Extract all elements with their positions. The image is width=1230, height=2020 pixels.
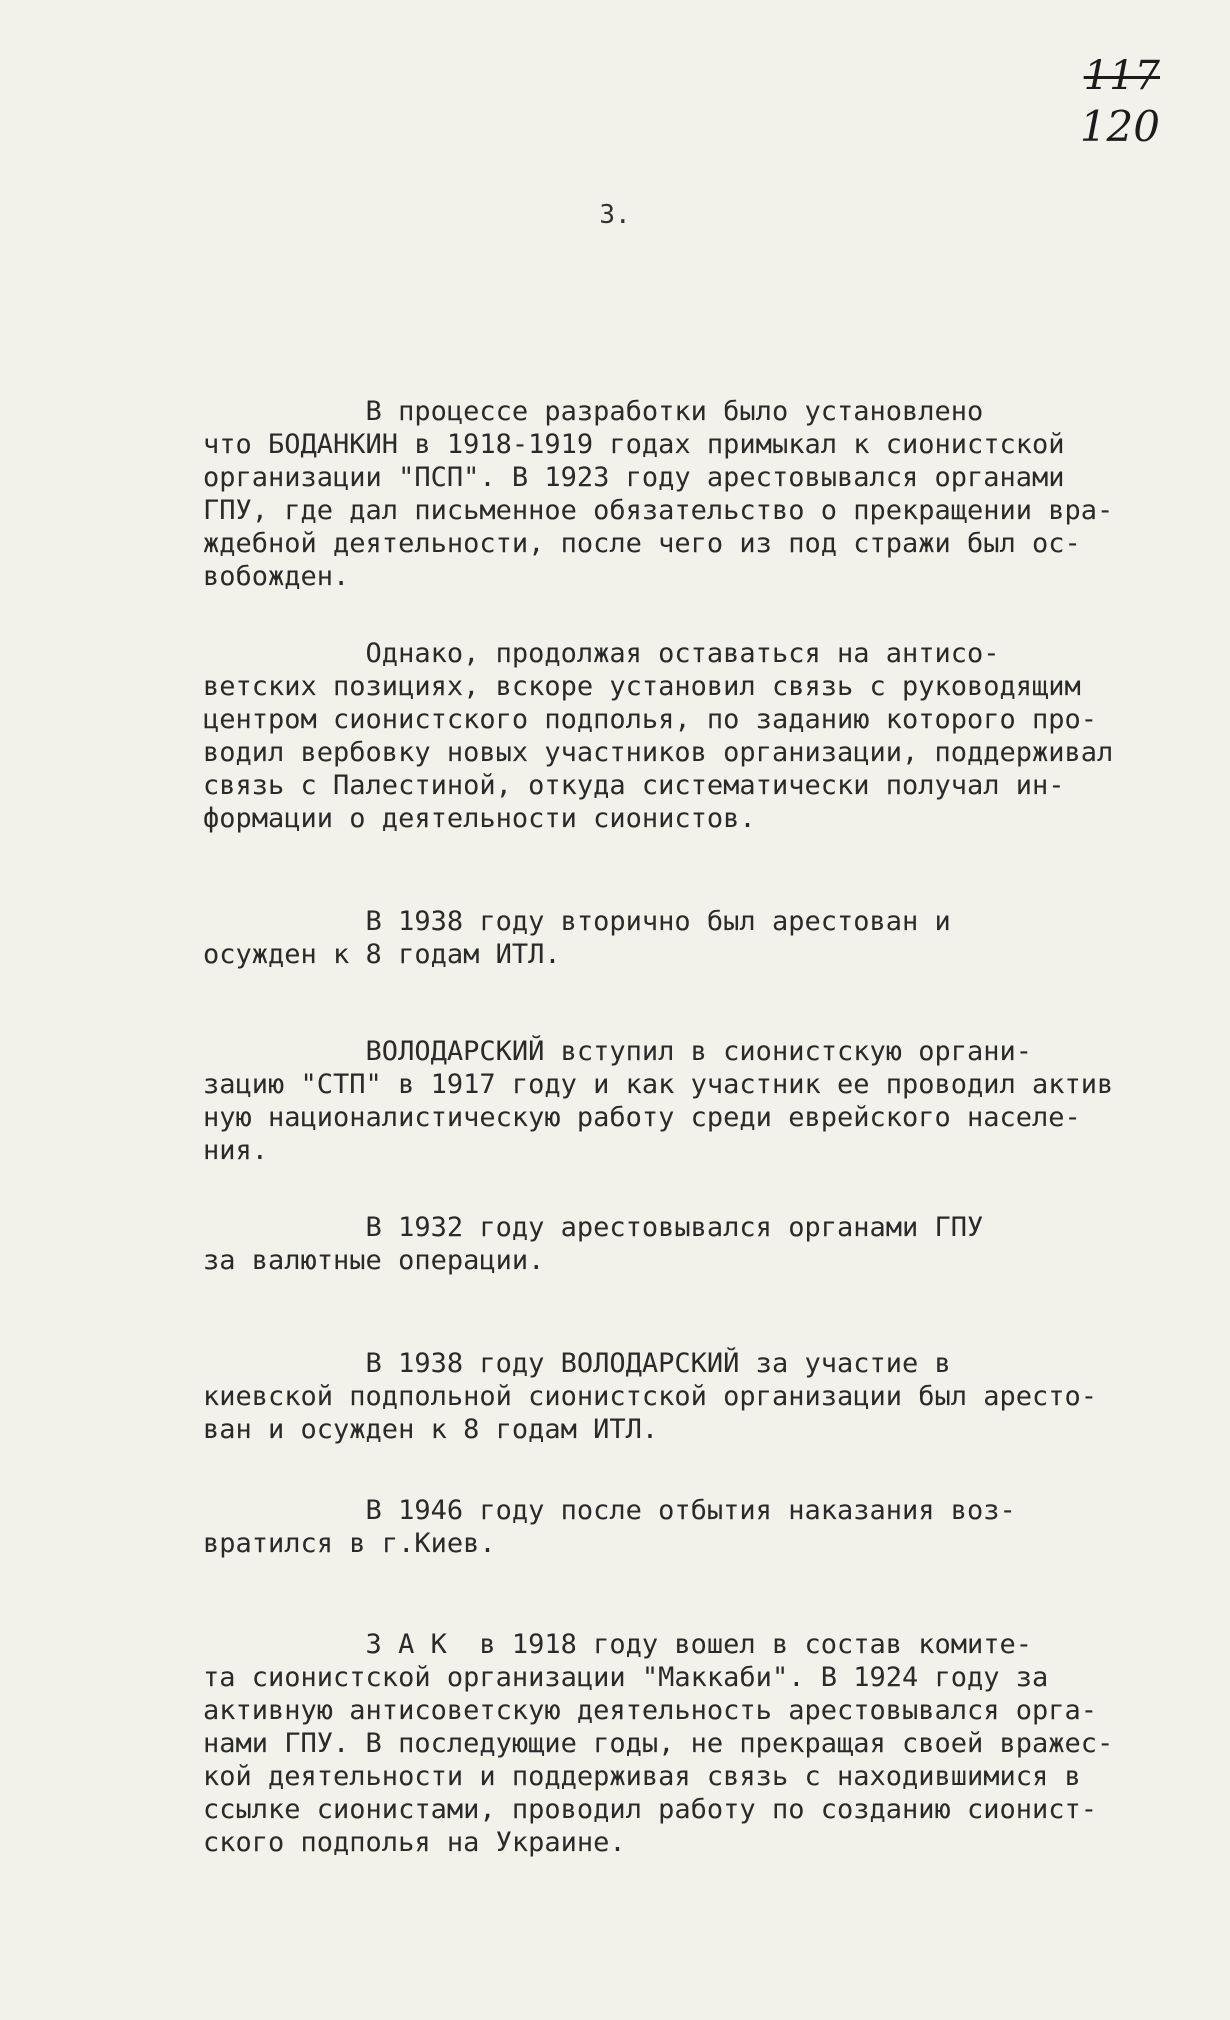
paragraph-volodarsky-arrest-1938 bbox=[203, 1347, 1223, 1446]
text-line: зацию "СТП" в 1917 году и как участник ее проводил актив bbox=[203, 1069, 1114, 1100]
text-line: З А К в 1918 году вошел в состав комите- bbox=[203, 1629, 1033, 1660]
text-line: ского подполья на Украине. bbox=[203, 1827, 626, 1858]
text-line: В 1938 году ВОЛОДАРСКИЙ за участие в bbox=[203, 1348, 951, 1379]
archive-folio-marks bbox=[1010, 52, 1160, 152]
text-line: ван и осужден к 8 годам ИТЛ. bbox=[203, 1414, 659, 1445]
text-line: ветских позициях, вскоре установил связь с руководящим bbox=[203, 671, 1081, 702]
text-line: за валютные операции. bbox=[203, 1245, 545, 1276]
text-line: активную антисоветскую деятельность арестовывался орга- bbox=[203, 1695, 1098, 1726]
text-line: формации о деятельности сионистов. bbox=[203, 803, 756, 834]
text-line: ссылке сионистами, проводил работу по созданию сионист- bbox=[203, 1794, 1098, 1825]
paragraph-bodankin-underground bbox=[203, 637, 1223, 835]
paragraph-zak-maccabi bbox=[203, 1628, 1223, 1859]
text-line: вратился в г.Киев. bbox=[203, 1528, 496, 1559]
paragraph-volodarsky-stp bbox=[203, 1035, 1223, 1167]
text-line: В процессе разработки было установлено bbox=[203, 396, 984, 427]
text-line: центром сионистского подполья, по заданию которого про- bbox=[203, 704, 1098, 735]
paragraph-bodankin-development bbox=[203, 395, 1223, 593]
document-body bbox=[203, 395, 1223, 1859]
page-number: 3. bbox=[599, 200, 631, 230]
text-line: кой деятельности и поддерживая связь с находившимися в bbox=[203, 1761, 1081, 1792]
text-line: ния. bbox=[203, 1135, 269, 1166]
text-line: Однако, продолжая оставаться на антисо- bbox=[203, 638, 1000, 669]
text-line: киевской подпольной сионистской организации был аресто- bbox=[203, 1381, 1098, 1412]
text-line: водил вербовку новых участников организации, поддерживал bbox=[203, 737, 1114, 768]
text-line: вобожден. bbox=[203, 561, 350, 592]
text-line: организации "ПСП". В 1923 году арестовывался органами bbox=[203, 462, 1065, 493]
paragraph-bodankin-arrest-1938 bbox=[203, 905, 1223, 971]
text-line: осужден к 8 годам ИТЛ. bbox=[203, 939, 561, 970]
text-line: что БОДАНКИН в 1918-1919 годах примыкал к сионистской bbox=[203, 429, 1065, 460]
text-line: связь с Палестиной, откуда систематически получал ин- bbox=[203, 770, 1065, 801]
handwritten-folio-number: 120 bbox=[1079, 102, 1160, 151]
text-line: ную националистическую работу среди еврейского населе- bbox=[203, 1102, 1081, 1133]
text-line: ГПУ, где дал письменное обязательство о прекращении вра- bbox=[203, 495, 1114, 526]
text-line: ждебной деятельности, после чего из под стражи был ос- bbox=[203, 528, 1081, 559]
text-line: та сионистской организации "Маккаби". В 1924 году за bbox=[203, 1662, 1049, 1693]
paragraph-volodarsky-return-1946 bbox=[203, 1494, 1223, 1560]
text-line: В 1938 году вторично был арестован и bbox=[203, 906, 951, 937]
text-line: В 1932 году арестовывался органами ГПУ bbox=[203, 1212, 984, 1243]
text-line: ВОЛОДАРСКИЙ вступил в сионистскую органи- bbox=[203, 1036, 1033, 1067]
text-line: нами ГПУ. В последующие годы, не прекращая своей вражес- bbox=[203, 1728, 1114, 1759]
text-line: В 1946 году после отбытия наказания воз- bbox=[203, 1495, 1016, 1526]
struck-folio-number: 117 bbox=[1083, 53, 1160, 99]
paragraph-volodarsky-arrest-1932 bbox=[203, 1211, 1223, 1277]
